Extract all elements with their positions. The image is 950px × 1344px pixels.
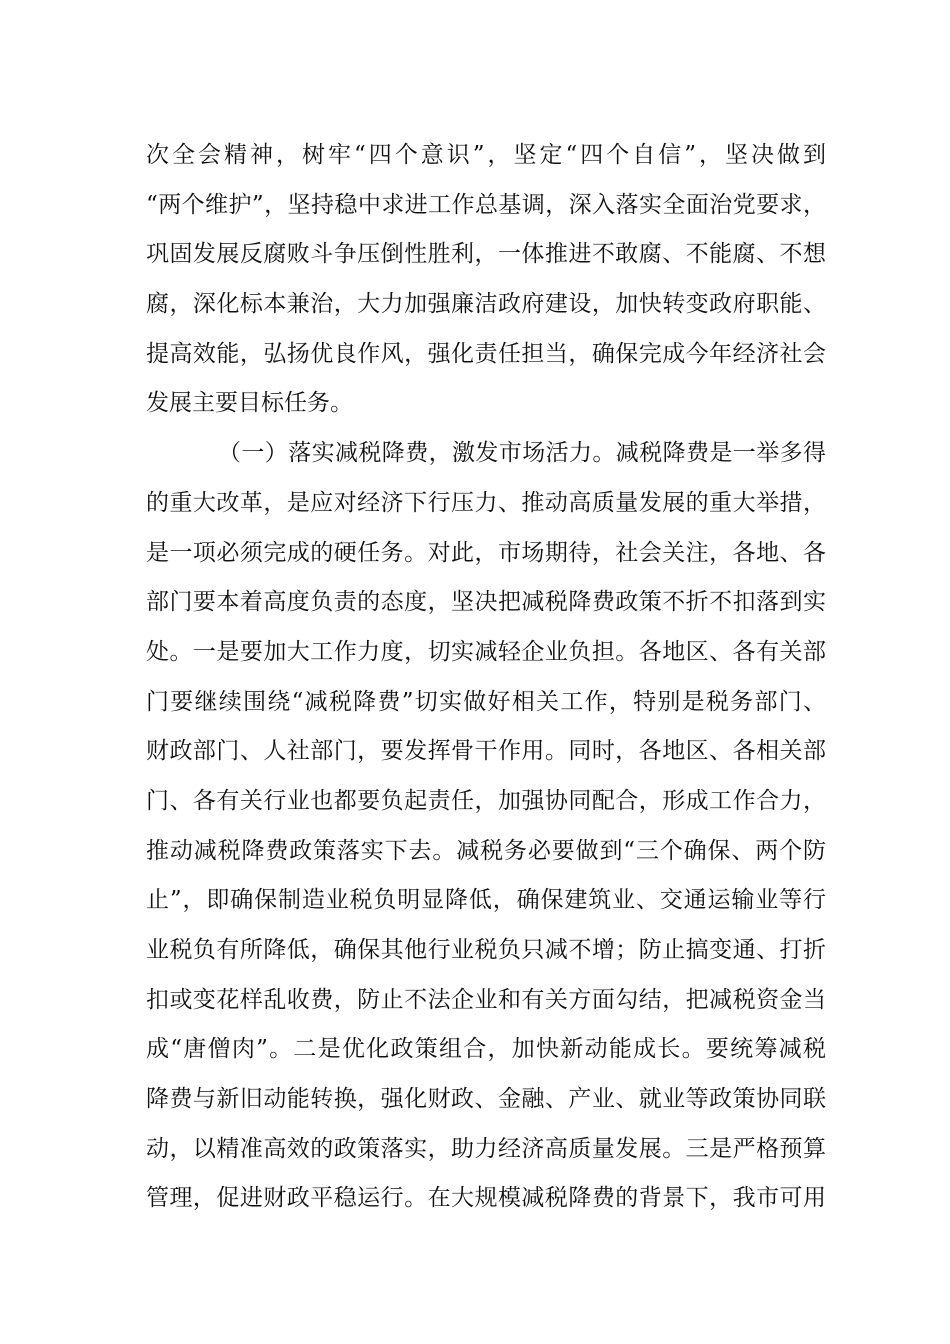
- text-line: 动，以精准高效的政策落实，助力经济高质量发展。三是严格预算: [146, 1135, 826, 1162]
- text-line: 处。一是要加大工作力度，切实减轻企业负担。各地区、各有关部: [146, 638, 826, 665]
- text-line: 的重大改革，是应对经济下行压力、推动高质量发展的重大举措，: [146, 489, 826, 516]
- text-line: 成“唐僧肉”。二是优化政策组合，加快新动能成长。要统筹减税: [146, 1036, 826, 1063]
- text-line: 推动减税降费政策落实下去。减税务必要做到“三个确保、两个防: [146, 837, 826, 864]
- text-line: 管理，促进财政平稳运行。在大规模减税降费的背景下，我市可用: [146, 1185, 826, 1212]
- text-line: 巩固发展反腐败斗争压倒性胜利，一体推进不敢腐、不能腐、不想: [146, 241, 826, 268]
- text-line: 门、各有关行业也都要负起责任，加强协同配合，形成工作合力，: [146, 787, 826, 814]
- section-heading-line: （一）落实减税降费，激发市场活力。减税降费是一举多得: [218, 440, 826, 467]
- text-line: 部门要本着高度负责的态度，坚决把减税降费政策不折不扣落到实: [146, 589, 826, 616]
- body-text: [146, 131, 826, 1224]
- text-line: 扣或变花样乱收费，防止不法企业和有关方面勾结，把减税资金当: [146, 986, 826, 1013]
- text-line: 次全会精神，树牢“四个意识”，坚定“四个自信”，坚决做到: [146, 142, 826, 168]
- text-line: “两个维护”，坚持稳中求进工作总基调，深入落实全面治党要求，: [146, 191, 826, 218]
- text-line: 是一项必须完成的硬任务。对此，市场期待，社会关注，各地、各: [146, 539, 826, 566]
- paragraph-end-line: 发展主要目标任务。: [146, 390, 353, 417]
- text-line: 腐，深化标本兼治，大力加强廉洁政府建设，加快转变政府职能、: [146, 291, 826, 318]
- text-line: 止”，即确保制造业税负明显降低，确保建筑业、交通运输业等行: [146, 887, 826, 914]
- text-line: 提高效能，弘扬优良作风，强化责任担当，确保完成今年经济社会: [146, 340, 826, 367]
- text-line: 财政部门、人社部门，要发挥骨干作用。同时，各地区、各相关部: [146, 738, 826, 765]
- text-line: 降费与新旧动能转换，强化财政、金融、产业、就业等政策协同联: [146, 1086, 826, 1113]
- text-line: 业税负有所降低，确保其他行业税负只减不增；防止搞变通、打折: [146, 937, 826, 963]
- text-line: 门要继续围绕“减税降费”切实做好相关工作，特别是税务部门、: [146, 688, 826, 715]
